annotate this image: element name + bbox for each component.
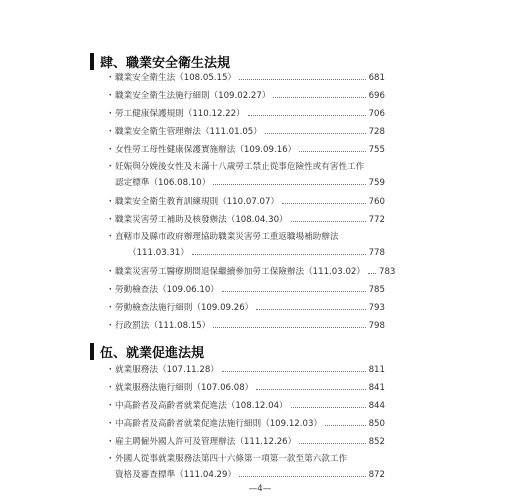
entry-title: 中高齡者及高齡者就業促進法（108.12.04） (115, 401, 288, 411)
bullet: ・ (106, 383, 115, 393)
bullet: ・ (106, 73, 115, 83)
bullet: ・ (106, 109, 115, 119)
entry-title: 行政罰法（111.08.15） (115, 321, 211, 331)
toc-entry[interactable] (106, 452, 385, 482)
toc-entry[interactable] (106, 282, 385, 297)
entry-title: 勞工健康保護規則（110.12.22） (115, 109, 245, 119)
page-number: 728 (368, 127, 385, 137)
entry-title-continued: 認定標準（106.08.10） (115, 178, 211, 188)
entry-title: 雇主聘僱外國人許可及管理辦法（111.12.26） (115, 437, 297, 447)
toc-entry[interactable] (106, 124, 385, 139)
dot-leader (248, 106, 366, 116)
bullet: ・ (106, 127, 115, 137)
page-number: 844 (368, 401, 385, 411)
bullet: ・ (106, 285, 115, 295)
page-number: 681 (368, 73, 385, 83)
dot-leader (325, 416, 366, 426)
page-number: 872 (368, 470, 385, 480)
bullet: ・ (106, 365, 115, 375)
section-title-text: 肆、職業安全衛生法規 (100, 56, 231, 71)
entry-title: 直轄市及縣市政府辦理協助職業災害勞工重返職場補助辦法 (115, 232, 339, 242)
page-number: 696 (368, 91, 385, 101)
page-number: 850 (368, 419, 385, 429)
bullet: ・ (106, 267, 115, 277)
entry-title: 職業安全衛生法施行細則（109.02.27） (115, 91, 271, 101)
entry-title: 就業服務法施行細則（107.06.08） (115, 383, 254, 393)
toc-entry[interactable] (106, 300, 385, 315)
toc-entry[interactable] (106, 194, 385, 209)
section-title-5 (90, 342, 204, 361)
page-number: 783 (379, 267, 396, 277)
page-number: 798 (368, 321, 385, 331)
bullet: ・ (106, 419, 115, 429)
entry-title-continued: （111.03.31） (128, 248, 189, 258)
entry-title: 勞動檢查法（109.06.10） (115, 285, 219, 295)
dot-leader (265, 124, 366, 134)
bullet: ・ (106, 197, 115, 207)
dot-leader (239, 70, 366, 80)
dot-leader (222, 282, 366, 292)
dot-leader (291, 212, 366, 222)
entry-title: 勞動檢查法施行細則（109.09.26） (115, 303, 254, 313)
page-number: 760 (368, 197, 385, 207)
page-number: 772 (368, 215, 385, 225)
bullet: ・ (106, 437, 115, 447)
toc-entry[interactable] (106, 318, 385, 333)
page-number: 793 (368, 303, 385, 313)
entry-title: 職業安全衛生管理辦法（111.01.05） (115, 127, 262, 137)
page-number: 778 (368, 248, 385, 258)
dot-leader (273, 88, 365, 98)
toc-entry[interactable] (106, 212, 385, 227)
toc-entry[interactable] (106, 70, 385, 85)
toc-entry[interactable] (106, 362, 385, 377)
toc-entry[interactable] (106, 230, 385, 260)
entry-title: 就業服務法（107.11.28） (115, 365, 219, 375)
entry-title: 職業災害勞工醫療期間退保繼續參加勞工保險辦法（111.03.02） (115, 267, 365, 277)
dot-leader (213, 318, 365, 328)
section-marker-bar (90, 53, 94, 70)
entry-title: 女性勞工母性健康保護實施辦法（109.09.16） (115, 145, 297, 155)
toc-entry[interactable] (106, 416, 385, 431)
page-number: 785 (368, 285, 385, 295)
bullet: ・ (106, 91, 115, 101)
page-number: 841 (368, 383, 385, 393)
dot-leader (256, 380, 365, 390)
page-number: 755 (368, 145, 385, 155)
entry-title: 職業災害勞工補助及核發辦法（108.04.30） (115, 215, 288, 225)
page-number: 706 (368, 109, 385, 119)
toc-entry[interactable] (106, 160, 385, 190)
page-number: 811 (368, 365, 385, 375)
section-title-text: 伍、就業促進法規 (100, 346, 205, 361)
dot-leader (222, 362, 366, 372)
dot-leader (213, 175, 365, 185)
entry-title: 外國人從事就業服務法第四十六條第一項第一款至第六款工作 (115, 454, 348, 464)
dot-leader (368, 264, 376, 274)
bullet: ・ (106, 454, 115, 464)
bullet: ・ (106, 321, 115, 331)
toc-entry[interactable] (106, 434, 385, 449)
toc-entry[interactable] (106, 398, 385, 413)
page-number: 759 (368, 178, 385, 188)
bullet: ・ (106, 215, 115, 225)
entry-title: 職業安全衛生教育訓練規則（110.07.07） (115, 197, 280, 207)
bullet: ・ (106, 145, 115, 155)
dot-leader (299, 142, 365, 152)
dot-leader (256, 300, 365, 310)
dot-leader (299, 434, 365, 444)
toc-entry[interactable] (106, 380, 385, 395)
toc-entry[interactable] (106, 106, 385, 121)
toc-entry[interactable] (106, 142, 385, 157)
toc-entry[interactable] (106, 264, 396, 279)
dot-leader (192, 245, 366, 255)
section-marker-bar (90, 343, 94, 360)
bullet: ・ (106, 162, 115, 172)
entry-title: 職業安全衛生法（108.05.15） (115, 73, 237, 83)
bullet: ・ (106, 303, 115, 313)
dot-leader (239, 467, 366, 477)
entry-title: 中高齡者及高齡者就業促進法施行細則（109.12.03） (115, 419, 323, 429)
entry-title: 妊娠與分娩後女性及未滿十八歲勞工禁止從事危險性或有害性工作 (115, 162, 365, 172)
dot-leader (291, 398, 366, 408)
page-number: 852 (368, 437, 385, 447)
toc-entry[interactable] (106, 88, 385, 103)
dot-leader (282, 194, 366, 204)
section-title-4 (90, 52, 230, 71)
entry-title-continued: 資格及審查標準（111.04.29） (115, 470, 237, 480)
bullet: ・ (106, 232, 115, 242)
bullet: ・ (106, 401, 115, 411)
page-footer-number: —4— (248, 484, 272, 494)
